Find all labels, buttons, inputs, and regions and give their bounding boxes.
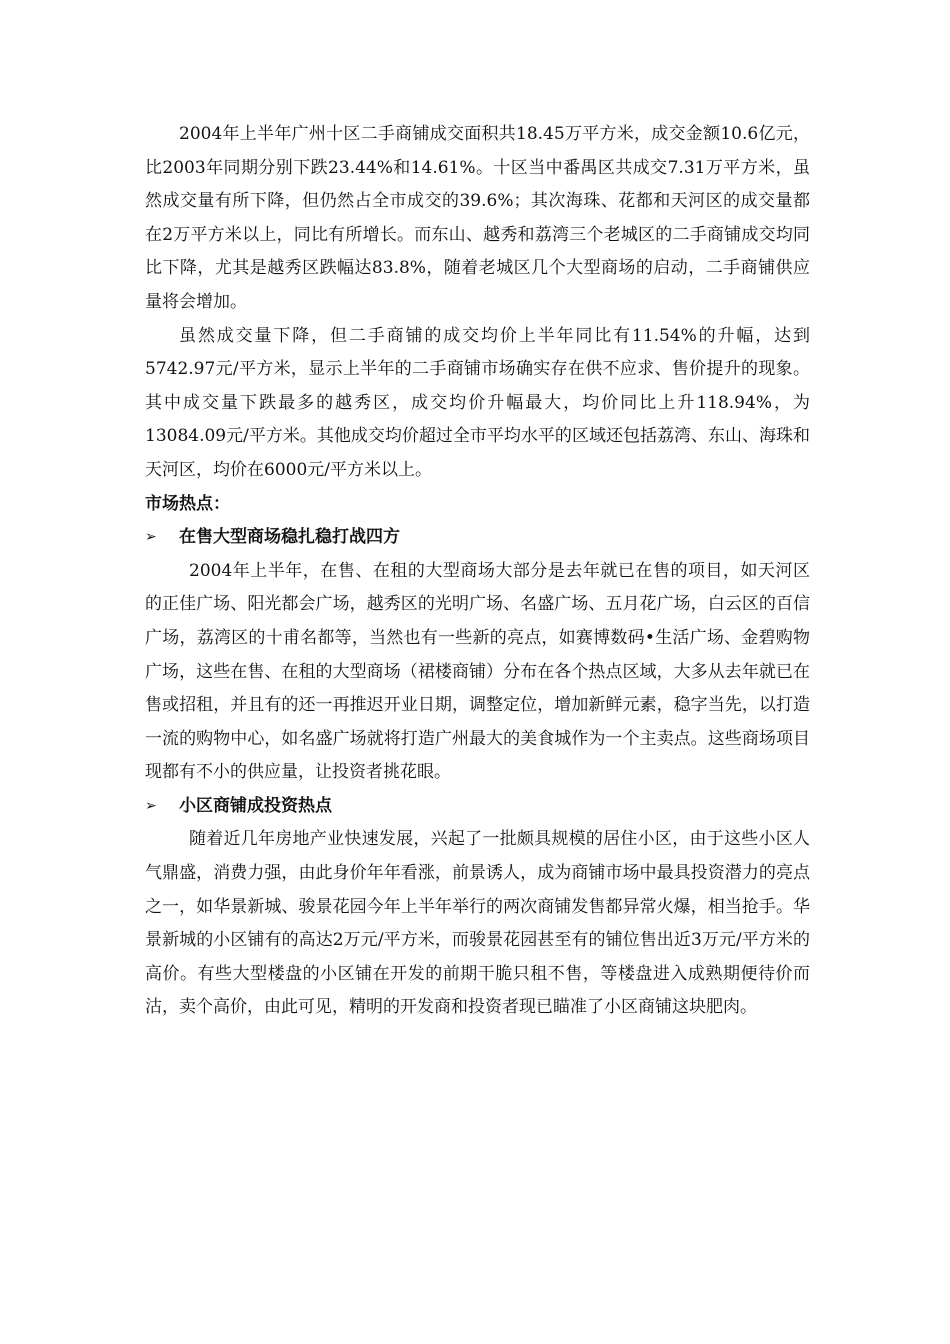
arrow-bullet-icon: ➢ [145,529,157,546]
paragraph-malls: 2004年上半年，在售、在租的大型商场大部分是去年就已在售的项目，如天河区的正佳广场、阳光都会广场，越秀区的光明广场、名盛广场、五月花广场，白云区的百信广场，荔湾区的十甫名都等，当然也有一些新的亮点，如赛博数码•生活广场、金碧购物广场，这些在售、在租的大型商场（裙楼商铺）分布在各个热点区域，大多从去年就已在售或招租，并且有的还一再推迟开业日期，调整定位，增加新鲜元素，稳字当先，以打造一流的购物中心，如名盛广场就将打造广州最大的美食城作为一个主卖点。这些商场项目现都有不小的供应量，让投资者挑花眼。 [145,560,810,783]
section-heading: 市场热点： [145,493,230,514]
bullet-title: 在售大型商场稳扎稳打战四方 [179,527,400,548]
arrow-bullet-icon: ➢ [145,797,157,814]
bullet-heading-community-shops [145,790,810,824]
bullet-heading-malls [145,521,810,555]
bullet-title: 小区商铺成投资热点 [179,795,332,816]
paragraph-community-shops: 随着近几年房地产业快速发展，兴起了一批颇具规模的居住小区，由于这些小区人气鼎盛，消费力强，由此身价年年看涨，前景诱人，成为商铺市场中最具投资潜力的亮点之一，如华景新城、骏景花园今年上半年举行的两次商铺发售都异常火爆，相当抢手。华景新城的小区铺有的高达2万元/平方米，而骏景花园甚至有的铺位售出近3万元/平方米的高价。有些大型楼盘的小区铺在开发的前期干脆只租不售，等楼盘进入成熟期便待价而沽，卖个高价，由此可见，精明的开发商和投资者现已瞄准了小区商铺这块肥肉。 [145,829,810,1018]
paragraph-summary: 2004年上半年广州十区二手商铺成交面积共18.45万平方米，成交金额10.6亿元，比2003年同期分别下跌23.44%和14.61%。十区当中番禺区共成交7.31万平方米，虽然成交量有所下降，但仍然占全市成交的39.6%；其次海珠、花都和天河区的成交量都在2万平方米以上，同比有所增长。而东山、越秀和荔湾三个老城区的二手商铺成交均同比下降，尤其是越秀区跌幅达83.8%，随着老城区几个大型商场的启动，二手商铺供应量将会增加。 [145,124,810,312]
paragraph-price: 虽然成交量下降，但二手商铺的成交均价上半年同比有11.54%的升幅，达到5742.97元/平方米，显示上半年的二手商铺市场确实存在供不应求、售价提升的现象。其中成交量下跌最多的越秀区，成交均价升幅最大，均价同比上升118.94%，为13084.09元/平方米。其他成交均价超过全市平均水平的区域还包括荔湾、东山、海珠和天河区，均价在6000元/平方米以上。 [145,325,810,480]
document-page [145,118,810,1025]
